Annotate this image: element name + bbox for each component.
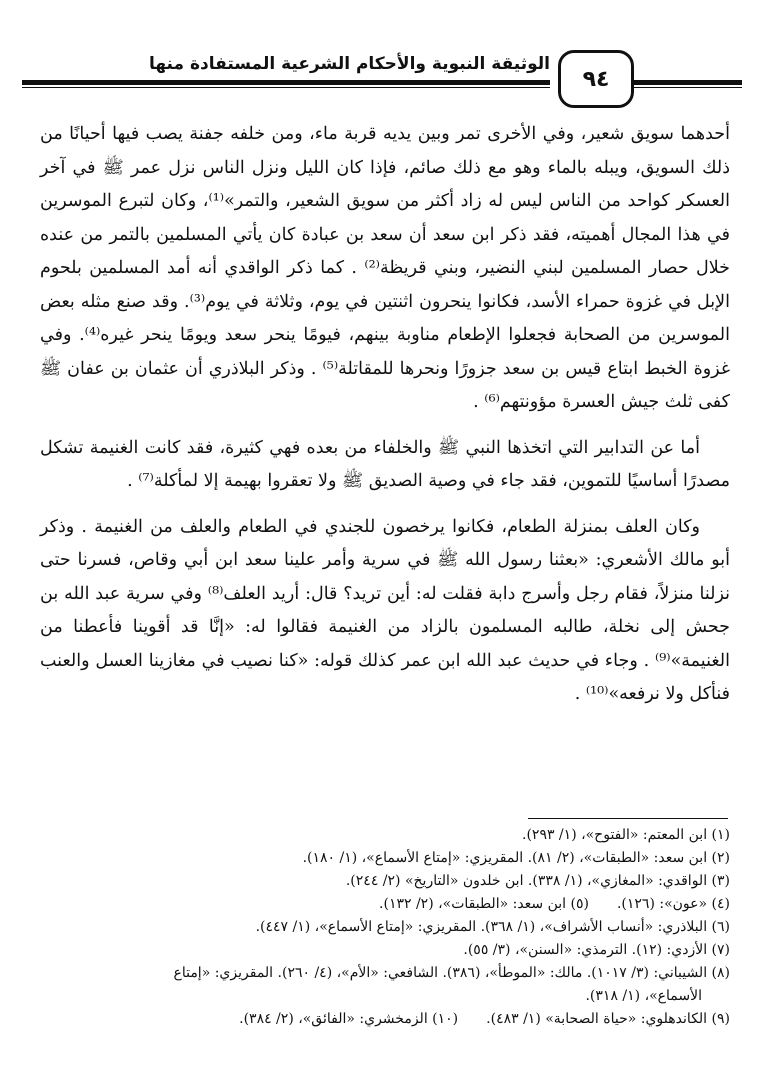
main-text: [40, 118, 730, 724]
header-rule-thin: [22, 87, 550, 88]
footnote-row: [40, 893, 730, 916]
paragraph: وكان العلف بمنزلة الطعام، فكانوا يرخصون للجندي في الطعام والعلف من الغنيمة . وذكر أبو مالك الأشعري: «بعثنا رسول الله ﷺ في سرية وأمر علينا سعد ابن أبي وقاص، فسرنا حتى نزلنا منزلاً، فقام رجل وأسرج دابة فقلت له: أين تريد؟ قال: أريد العلف⁽⁸⁾ وفي سرية عبد الله بن جحش إلى نخلة، طالبه المسلمون بالزاد من الغنيمة فقالوا له: «إنَّا قد أقوينا فأعطنا من الغنيمة»⁽⁹⁾ . وجاء في حديث عبد الله ابن عمر كذلك قوله: «كنا نصيب في مغازينا العسل والعنب فنأكل ولا نرفعه»⁽¹⁰⁾ .: [40, 516, 730, 704]
footnotes: [40, 824, 730, 1031]
footnote: (٩) الكاندهلوي: «حياة الصحابة» (١/ ٤٨٣).: [486, 1011, 730, 1027]
footnote: (١٠) الزمخشري: «الفائق»، (٢/ ٣٨٤).: [239, 1011, 459, 1027]
footnote-continuation: الأسماع»، (١/ ٣١٨).: [585, 988, 702, 1004]
footnote: (١) ابن المعتم: «الفتوح»، (١/ ٢٩٣).: [522, 827, 730, 843]
footnote-row: [40, 1008, 730, 1031]
footnote: (٥) ابن سعد: «الطبقات»، (٢/ ١٣٢).: [379, 896, 589, 912]
page-header: [22, 48, 744, 108]
header-rule-thick: [22, 80, 550, 85]
paragraph: أما عن التدابير التي اتخذها النبي ﷺ والخلفاء من بعده فهي كثيرة، فقد كانت الغنيمة تشكل مصدرًا أساسيًا للتموين، فقد جاء في وصية الصديق ﷺ ولا تعقروا بهيمة إلا لمأكلة⁽⁷⁾ .: [40, 437, 730, 491]
header-rule-right-thick: [632, 80, 742, 85]
page-number: ٩٤: [558, 50, 634, 108]
footnote-separator: [528, 818, 728, 819]
footnote: (٤) «عون»: (١٢٦).: [616, 896, 730, 912]
footnote: (٨) الشيباني: (٣/ ١٠١٧). مالك: «الموطأ»، (٣٨٦). الشافعي: «الأم»، (٤/ ٢٦٠). المقريزي: «إمتاع: [173, 965, 730, 981]
paragraph: أحدهما سويق شعير، وفي الأخرى تمر وبين يديه قربة ماء، ومن خلفه جفنة يصب فيها أحيانًا من ذلك السويق، ويبله بالماء وهو مع ذلك صائم، فإذا كان الليل ونزل الناس نزل عمر ﷺ في آخر العسكر كواحد من الناس ليس له زاد أكثر من سويق الشعير، والتمر»⁽¹⁾، وكان لتبرع الموسرين في هذا المجال أهميته، فقد ذكر ابن سعد أن سعد بن عبادة كان يأتي المسلمين بالتمر من عنده خلال حصار المسلمين لبني النضير، وبني قريظة⁽²⁾ . كما ذكر الواقدي أنه أمد المسلمين بلحوم الإبل في غزوة حمراء الأسد، فكانوا ينحرون اثنتين في يوم، وثلاثة في يوم⁽³⁾. وقد صنع مثله بعض الموسرين من الصحابة فجعلوا الإطعام مناوبة بينهم، فيومًا ينحر سعد ويومًا ينحر غيره⁽⁴⁾. وفي غزوة الخبط ابتاع قيس بن سعد جزورًا ونحرها للمقاتلة⁽⁵⁾ . وذكر البلاذري أن عثمان بن عفان ﷺ كفى ثلث جيش العسرة مؤونتهم⁽⁶⁾ .: [40, 124, 731, 412]
footnote: (٢) ابن سعد: «الطبقات»، (٢/ ٨١). المقريزي: «إمتاع الأسماع»، (١/ ١٨٠).: [302, 850, 730, 866]
footnote: (٦) البلاذري: «أنساب الأشراف»، (١/ ٣٦٨). المقريزي: «إمتاع الأسماع»، (١/ ٤٤٧).: [255, 919, 730, 935]
footnote: (٣) الواقدي: «المغازي»، (١/ ٣٣٨). ابن خلدون «التاريخ» (٢/ ٢٤٤).: [345, 873, 730, 889]
footnote: (٧) الأزدي: (١٢). الترمذي: «السنن»، (٣/ ٥٥).: [463, 942, 730, 958]
running-title: الوثيقة النبوية والأحكام الشرعية المستفادة منها: [148, 54, 550, 74]
header-rule-right-thin: [632, 87, 742, 88]
